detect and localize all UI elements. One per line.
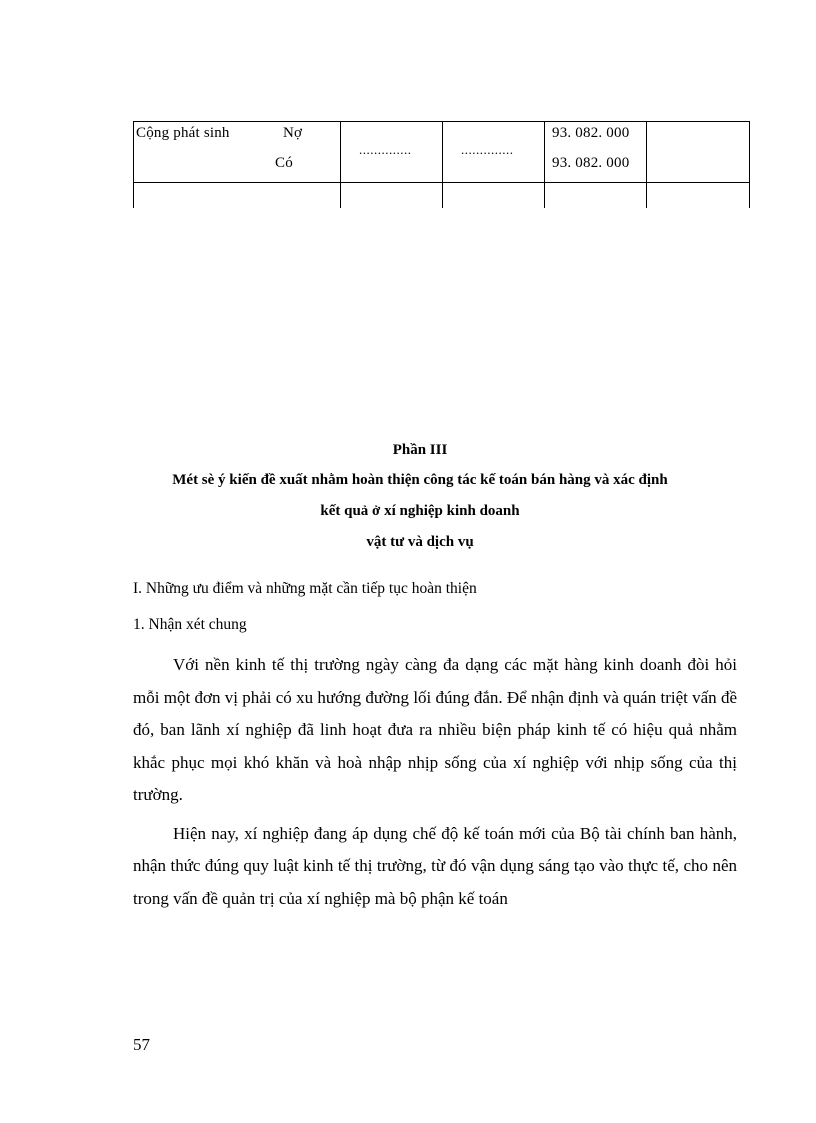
table-border — [544, 122, 545, 208]
credit-label: Có — [275, 155, 293, 171]
table-border — [749, 122, 750, 208]
placeholder-dots: .............. — [461, 142, 514, 157]
debit-label: Nợ — [283, 125, 303, 141]
paragraph: Với nền kinh tế thị trường ngày càng đa dạng các mặt hàng kinh doanh đòi hỏi mỗi một đơn vị phải có xu hướng đường lối đúng đắn. Để nhận định và quán triệt vấn đề đó, ban lãnh xí nghiệp đã linh hoạt đưa ra nhiều biện pháp kinh tế có hiệu quả nhằm khắc phục mọi khó khăn và hoà nhập nhịp sống của xí nghiệp với nhịp sống của thị trường. — [133, 655, 737, 804]
credit-amount: 93. 082. 000 — [552, 155, 630, 171]
table-border — [646, 122, 647, 208]
paragraph: Hiện nay, xí nghiệp đang áp dụng chế độ kế toán mới của Bộ tài chính ban hành, nhận thức đúng quy luật kinh tế thị trường, từ đó vận dụng sáng tạo vào thực tế, cho nên trong vấn đề quản trị của xí nghiệp mà bộ phận kế toán — [133, 823, 737, 908]
heading-level2: 1. Nhận xét chung — [133, 616, 247, 633]
body-text — [133, 649, 737, 915]
debit-amount: 93. 082. 000 — [552, 125, 630, 141]
heading-level1: I. Những ưu điểm và những mặt cần tiếp tục hoàn thiện — [133, 580, 477, 597]
section-title-line3: vật tư và dịch vụ — [366, 534, 474, 550]
section-title-line2: kết quả ở xí nghiệp kinh doanh — [320, 503, 520, 519]
placeholder-dots: .............. — [359, 142, 412, 157]
table-border — [133, 122, 134, 208]
table-border — [340, 122, 341, 208]
table-border — [133, 182, 750, 183]
section-title-line1: Mét sè ý kiến đề xuất nhằm hoàn thiện công tác kế toán bán hàng và xác định — [172, 472, 668, 488]
page-number: 57 — [133, 1035, 150, 1054]
ledger-label: Cộng phát sinh — [136, 125, 230, 141]
ledger-table — [133, 121, 750, 208]
part-heading: Phần III — [392, 442, 448, 458]
table-border — [442, 122, 443, 208]
